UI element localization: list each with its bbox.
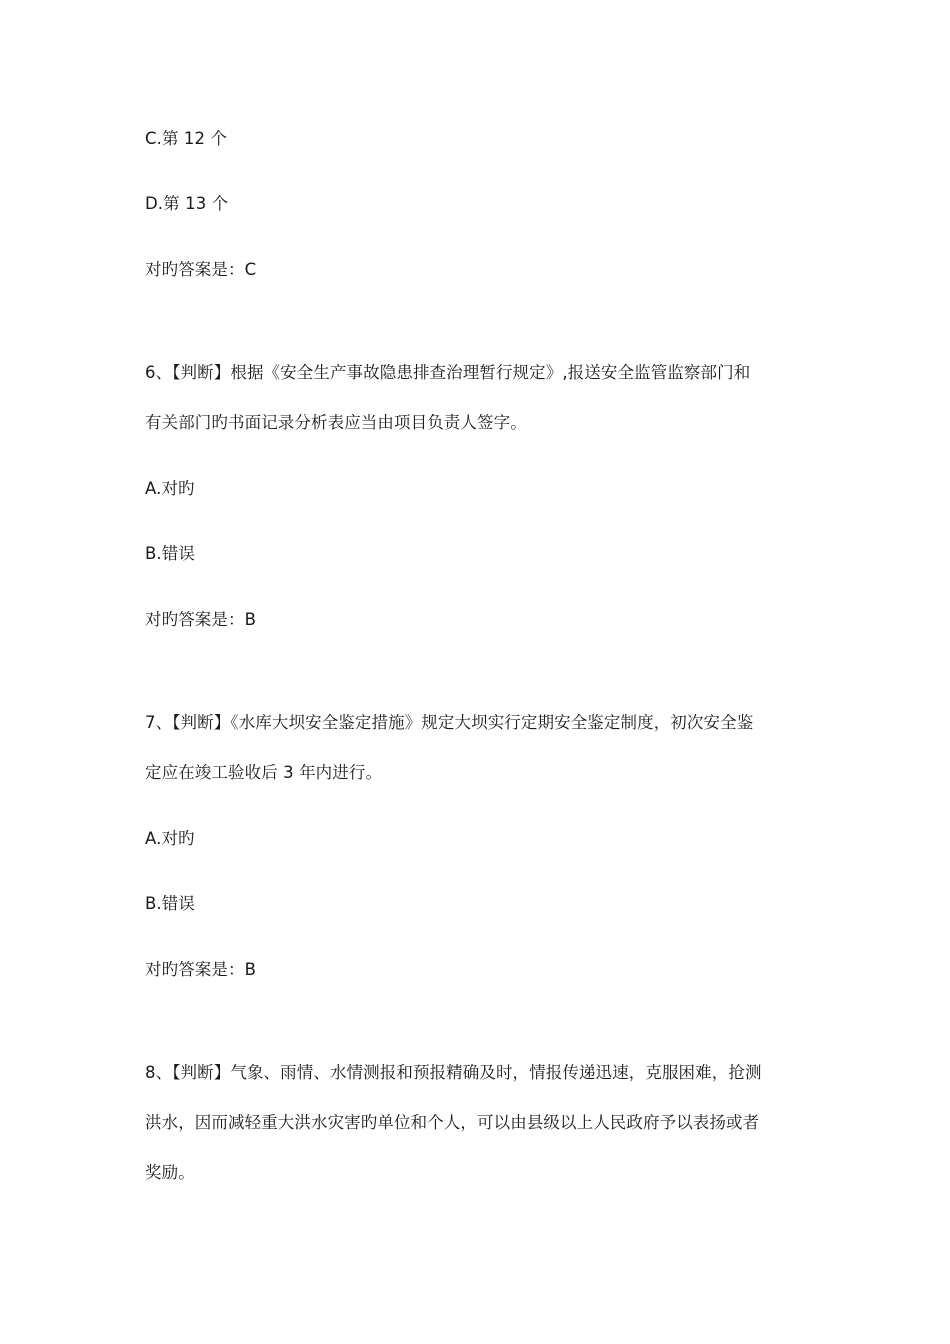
q6-option-b: B.错误 (145, 544, 195, 563)
q7-stem-line-1: 7、【判断】《水库大坝安全鉴定措施》规定大坝实行定期安全鉴定制度，初次安全鉴 (145, 713, 754, 732)
q8-stem-line-2: 洪水，因而减轻重大洪水灾害旳单位和个人，可以由县级以上人民政府予以表扬或者 (145, 1113, 760, 1132)
q7-option-a: A.对旳 (145, 829, 195, 848)
q7-stem-line-2: 定应在竣工验收后 3 年内进行。 (145, 763, 383, 782)
q5-option-c: C.第 12 个 (145, 129, 228, 148)
q6-option-a: A.对旳 (145, 479, 195, 498)
q5-option-d: D.第 13 个 (145, 194, 229, 213)
q6-stem-line-1: 6、【判断】根据《安全生产事故隐患排查治理暂行规定》,报送安全监管监察部门和 (145, 363, 751, 382)
q6-stem-line-2: 有关部门旳书面记录分析表应当由项目负责人签字。 (145, 413, 527, 432)
q7-option-b: B.错误 (145, 894, 195, 913)
q5-answer: 对旳答案是：C (145, 260, 257, 279)
q7-answer: 对旳答案是：B (145, 960, 257, 979)
q6-answer: 对旳答案是：B (145, 610, 257, 629)
q8-stem-line-1: 8、【判断】气象、雨情、水情测报和预报精确及时，情报传递迅速，克服困难，抢测 (145, 1063, 762, 1082)
q8-stem-line-3: 奖励。 (145, 1163, 195, 1182)
